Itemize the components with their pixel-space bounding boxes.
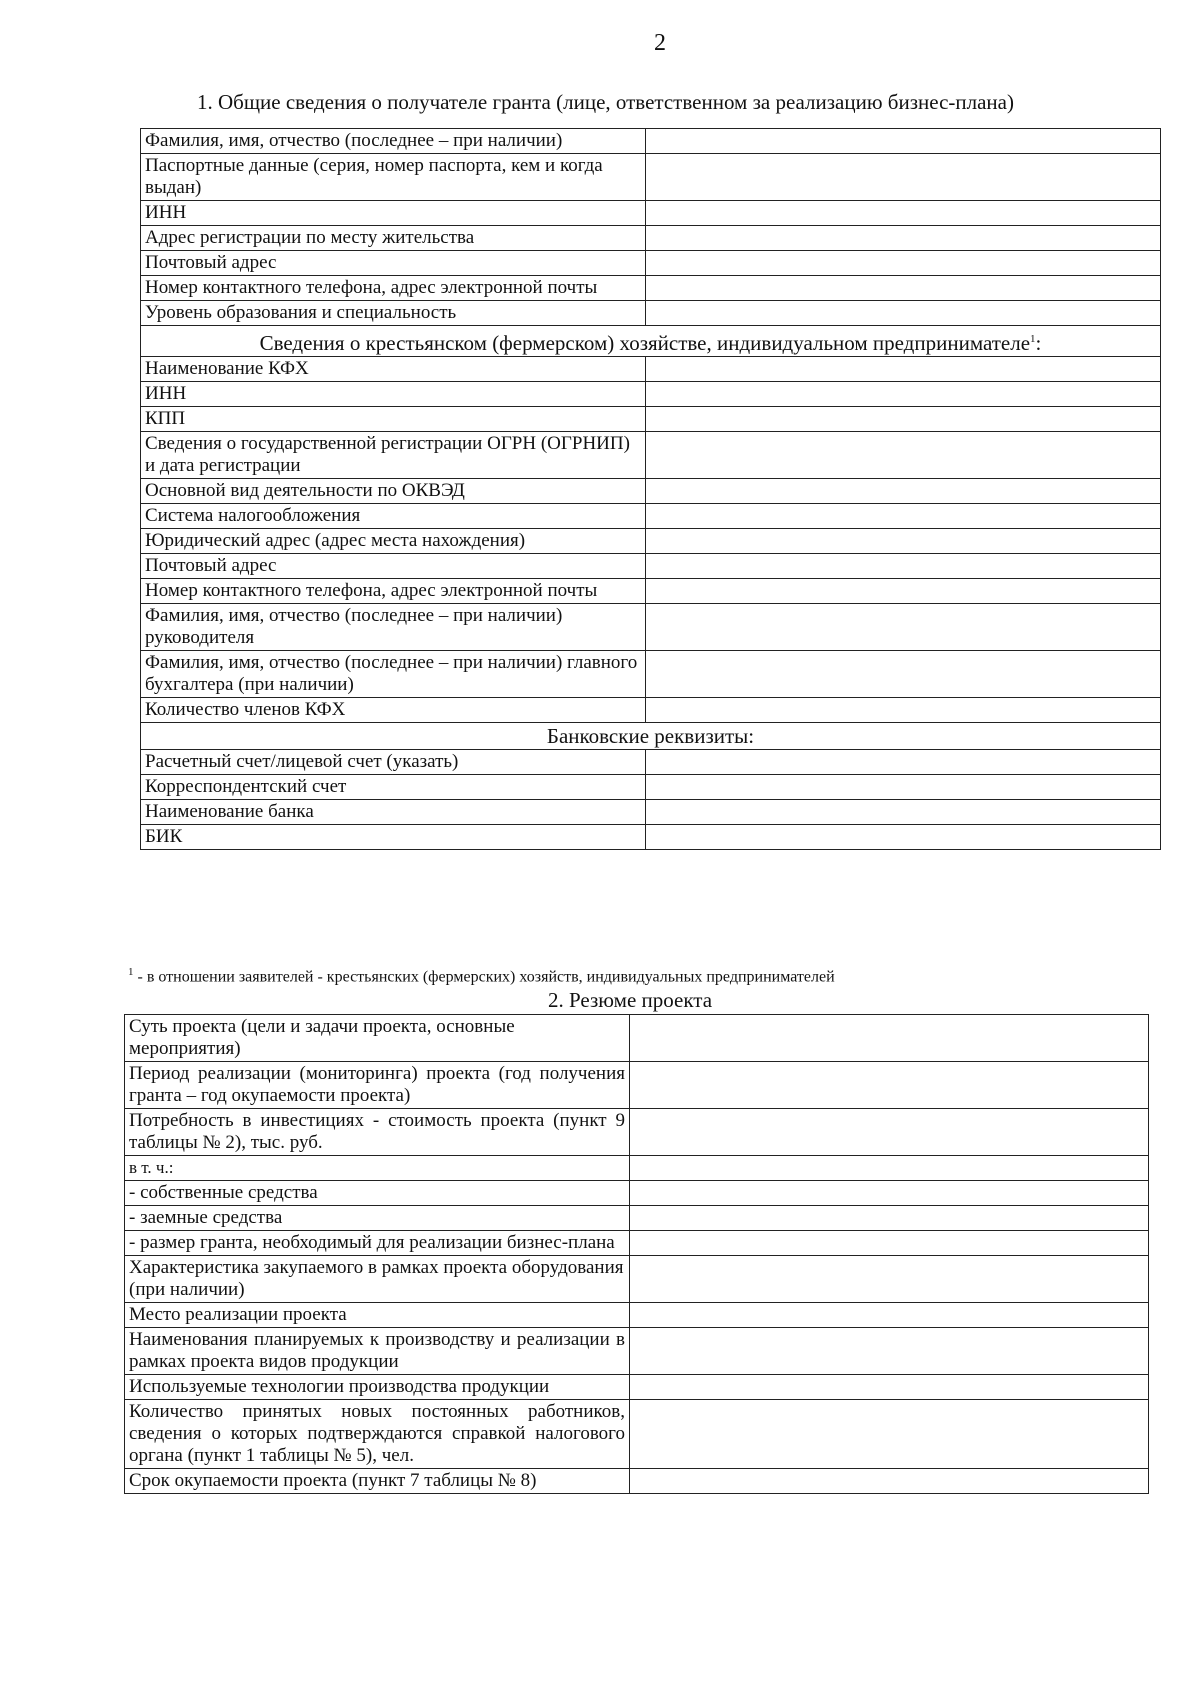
kfh-heading: Сведения о крестьянском (фермерском) хозяйстве, индивидуальном предпринимателе$^1$:	[141, 326, 1161, 357]
row-label: Корреспондентский счет	[141, 775, 646, 800]
row-label: Расчетный счет/лицевой счет (указать)	[141, 750, 646, 775]
table-row	[141, 201, 1161, 226]
row-label: Количество членов КФХ	[141, 698, 646, 723]
value-cell[interactable]	[630, 1015, 1149, 1062]
table-row	[125, 1469, 1149, 1494]
row-label: Почтовый адрес	[141, 554, 646, 579]
value-cell[interactable]	[646, 651, 1161, 698]
value-cell[interactable]	[646, 504, 1161, 529]
table-row	[141, 775, 1161, 800]
row-label: Суть проекта (цели и задачи проекта, основные мероприятия)	[125, 1015, 630, 1062]
table-row	[141, 226, 1161, 251]
table-row	[141, 407, 1161, 432]
value-cell[interactable]	[646, 407, 1161, 432]
table-row	[125, 1062, 1149, 1109]
table-row	[125, 1206, 1149, 1231]
footnote-text: - в отношении заявителей - крестьянских (фермерских) хозяйств, индивидуальных предпринимателей	[133, 968, 835, 986]
row-label: БИК	[141, 825, 646, 850]
footnote-mark: 1	[1030, 333, 1036, 345]
row-label: Номер контактного телефона, адрес электронной почты	[141, 276, 646, 301]
table-row	[141, 800, 1161, 825]
table-row	[125, 1015, 1149, 1062]
value-cell[interactable]	[630, 1256, 1149, 1303]
table-row	[125, 1181, 1149, 1206]
row-label: Характеристика закупаемого в рамках проекта оборудования (при наличии)	[125, 1256, 630, 1303]
row-label: Основной вид деятельности по ОКВЭД	[141, 479, 646, 504]
value-cell[interactable]	[646, 382, 1161, 407]
row-label: Используемые технологии производства продукции	[125, 1375, 630, 1400]
row-label: Срок окупаемости проекта (пункт 7 таблицы № 8)	[125, 1469, 630, 1494]
table-row	[141, 276, 1161, 301]
value-cell[interactable]	[646, 357, 1161, 382]
row-label: Наименование банка	[141, 800, 646, 825]
row-label: Период реализации (мониторинга) проекта (год получения гранта – год окупаемости проекта)	[125, 1062, 630, 1109]
table-row	[141, 750, 1161, 775]
bank-heading-row	[141, 723, 1161, 750]
table-row	[141, 604, 1161, 651]
table-row	[141, 479, 1161, 504]
row-label: Почтовый адрес	[141, 251, 646, 276]
value-cell[interactable]	[630, 1062, 1149, 1109]
table-row	[141, 301, 1161, 326]
value-cell[interactable]	[646, 276, 1161, 301]
row-label: ИНН	[141, 382, 646, 407]
value-cell[interactable]	[646, 301, 1161, 326]
value-cell[interactable]	[646, 579, 1161, 604]
value-cell[interactable]	[630, 1375, 1149, 1400]
value-cell[interactable]	[646, 800, 1161, 825]
row-label: Номер контактного телефона, адрес электронной почты	[141, 579, 646, 604]
value-cell[interactable]	[630, 1109, 1149, 1156]
value-cell[interactable]	[646, 432, 1161, 479]
table-row	[141, 529, 1161, 554]
value-cell[interactable]	[646, 825, 1161, 850]
row-label: Фамилия, имя, отчество (последнее – при наличии) руководителя	[141, 604, 646, 651]
value-cell[interactable]	[646, 554, 1161, 579]
value-cell[interactable]	[630, 1328, 1149, 1375]
row-label: Уровень образования и специальность	[141, 301, 646, 326]
row-label: Система налогообложения	[141, 504, 646, 529]
table-row	[141, 357, 1161, 382]
row-label: ИНН	[141, 201, 646, 226]
row-label: Потребность в инвестициях - стоимость проекта (пункт 9 таблицы № 2), тыс. руб.	[125, 1109, 630, 1156]
value-cell[interactable]	[646, 251, 1161, 276]
footnote-mark: 1	[128, 966, 134, 978]
bank-heading: Банковские реквизиты:	[141, 723, 1161, 750]
table-row	[141, 129, 1161, 154]
table-row	[141, 154, 1161, 201]
row-label: КПП	[141, 407, 646, 432]
table-row	[141, 698, 1161, 723]
value-cell[interactable]	[630, 1231, 1149, 1256]
row-label: Адрес регистрации по месту жительства	[141, 226, 646, 251]
table-row	[125, 1256, 1149, 1303]
table-row	[125, 1400, 1149, 1469]
section-1-title: 1. Общие сведения о получателе гранта (лице, ответственном за реализацию бизнес-плана)	[197, 90, 1014, 114]
value-cell[interactable]	[646, 604, 1161, 651]
value-cell[interactable]	[646, 698, 1161, 723]
row-label: Место реализации проекта	[125, 1303, 630, 1328]
value-cell[interactable]	[630, 1206, 1149, 1231]
table-row	[141, 382, 1161, 407]
table-row	[141, 554, 1161, 579]
row-label: Юридический адрес (адрес места нахождения)	[141, 529, 646, 554]
value-cell[interactable]	[646, 154, 1161, 201]
value-cell[interactable]	[630, 1181, 1149, 1206]
row-label: Наименование КФХ	[141, 357, 646, 382]
table-row	[141, 504, 1161, 529]
row-label: Паспортные данные (серия, номер паспорта, кем и когда выдан)	[141, 154, 646, 201]
row-label: - заемные средства	[125, 1206, 630, 1231]
row-label: Количество принятых новых постоянных работников, сведения о которых подтверждаются справкой налогового органа (пункт 1 таблицы № 5), чел.	[125, 1400, 630, 1469]
table-row	[141, 825, 1161, 850]
page-number: 2	[654, 30, 666, 56]
row-label: в т. ч.:	[125, 1156, 630, 1181]
table-row	[125, 1109, 1149, 1156]
row-label: - собственные средства	[125, 1181, 630, 1206]
row-label: - размер гранта, необходимый для реализации бизнес-плана	[125, 1231, 630, 1256]
row-label: Наименования планируемых к производству и реализации в рамках проекта видов продукции	[125, 1328, 630, 1375]
value-cell[interactable]	[630, 1156, 1149, 1181]
table-row	[125, 1156, 1149, 1181]
row-label: Фамилия, имя, отчество (последнее – при наличии)	[141, 129, 646, 154]
value-cell[interactable]	[646, 201, 1161, 226]
table-row	[125, 1303, 1149, 1328]
value-cell[interactable]	[646, 479, 1161, 504]
table-row	[125, 1231, 1149, 1256]
row-label: Сведения о государственной регистрации ОГРН (ОГРНИП) и дата регистрации	[141, 432, 646, 479]
kfh-heading-row	[141, 326, 1161, 357]
project-summary-table	[124, 1014, 1149, 1494]
value-cell[interactable]	[630, 1469, 1149, 1494]
table-row	[141, 579, 1161, 604]
value-cell[interactable]	[646, 529, 1161, 554]
value-cell[interactable]	[646, 775, 1161, 800]
recipient-info-table	[140, 128, 1161, 850]
table-row	[141, 651, 1161, 698]
value-cell[interactable]	[646, 226, 1161, 251]
value-cell[interactable]	[646, 129, 1161, 154]
table-row	[125, 1375, 1149, 1400]
table-row	[141, 251, 1161, 276]
section-2-title: 2. Резюме проекта	[548, 988, 713, 1012]
table-row	[141, 432, 1161, 479]
value-cell[interactable]	[630, 1303, 1149, 1328]
footnote	[128, 966, 835, 986]
row-label: Фамилия, имя, отчество (последнее – при наличии) главного бухгалтера (при наличии)	[141, 651, 646, 698]
table-row	[125, 1328, 1149, 1375]
value-cell[interactable]	[646, 750, 1161, 775]
value-cell[interactable]	[630, 1400, 1149, 1469]
